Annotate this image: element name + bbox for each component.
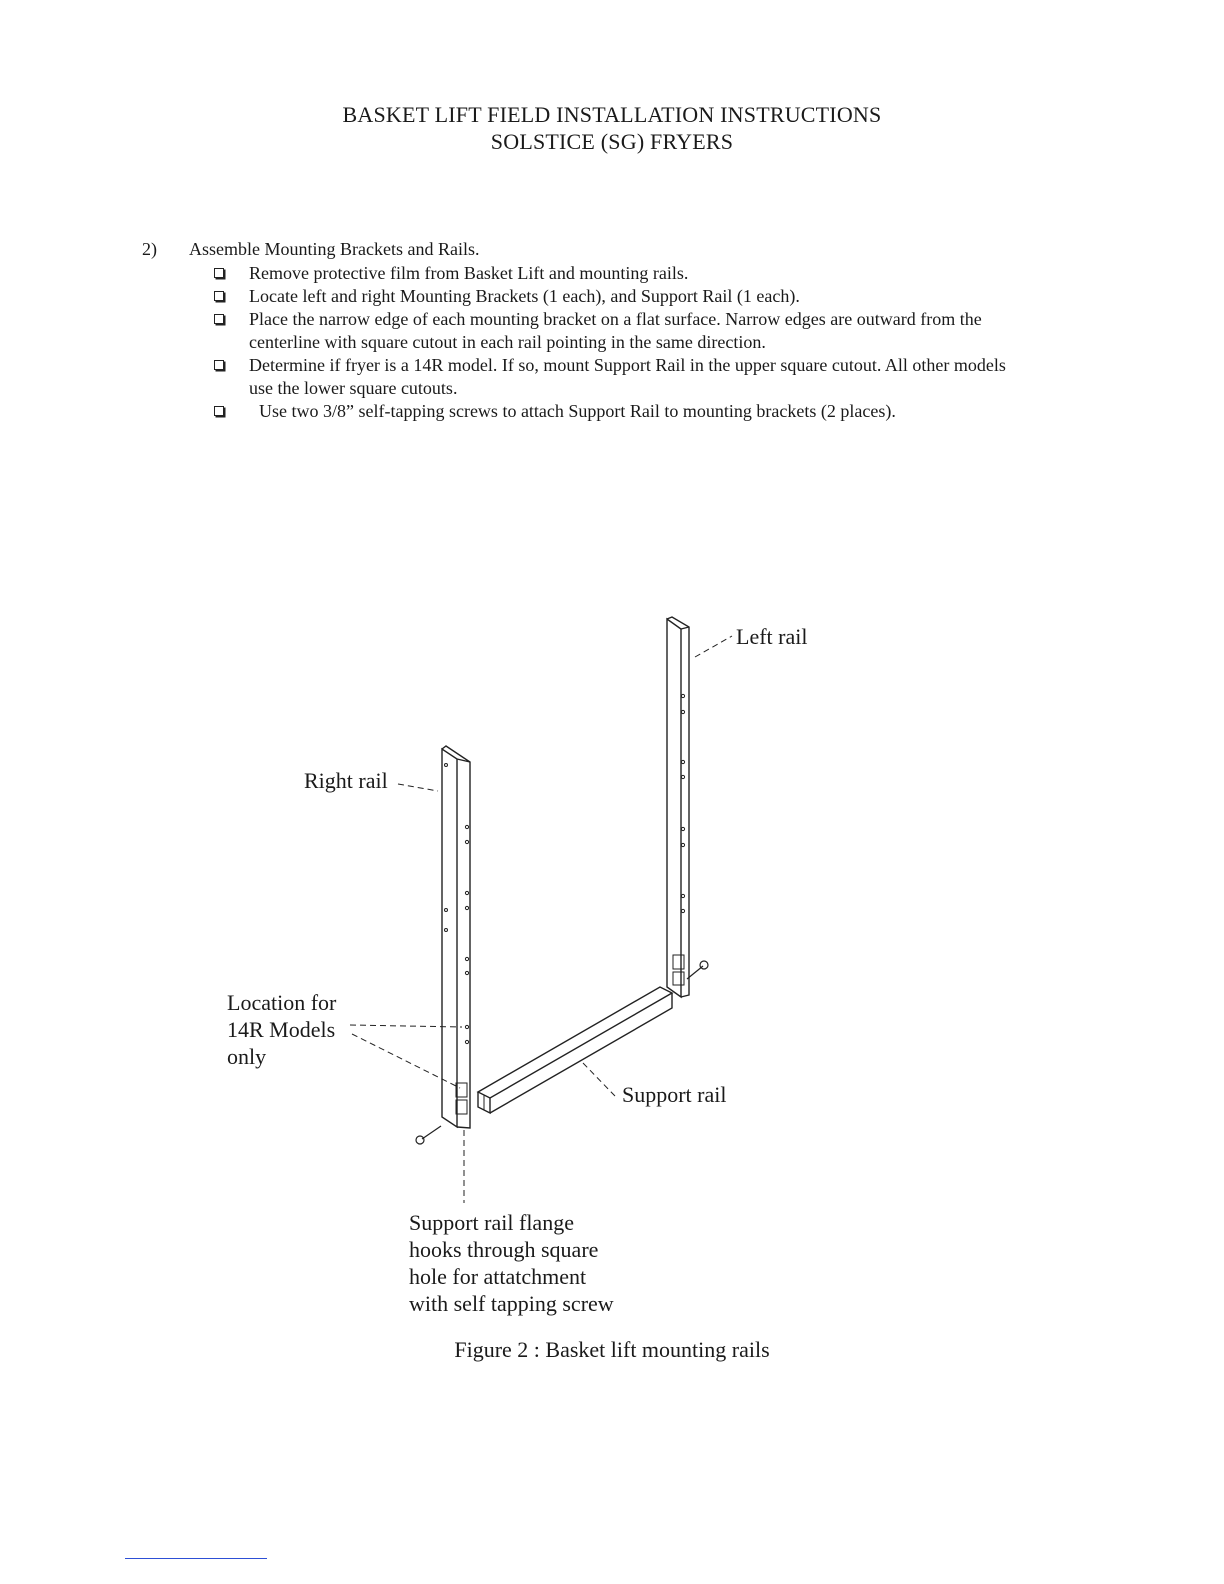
location-label-line: 14R Models (227, 1017, 336, 1042)
checkbox-icon (214, 360, 224, 370)
instruction-list (212, 262, 1012, 423)
flange-label-line: Support rail flange (409, 1210, 574, 1235)
list-item-text: Place the narrow edge of each mounting bracket on a flat surface. Narrow edges are outward from the centerline with square cutout in each rail pointing in the same direction. (249, 309, 982, 352)
checkbox-icon (214, 406, 224, 416)
step-number: 2) (142, 239, 157, 259)
flange-label-line: hole for attatchment (409, 1264, 587, 1289)
document-title: BASKET LIFT FIELD INSTALLATION INSTRUCTIONS (342, 102, 882, 127)
flange-note-label (409, 1209, 669, 1317)
checkbox-icon (214, 291, 224, 301)
footer-rule (125, 1558, 267, 1559)
step-heading: Assemble Mounting Brackets and Rails. (189, 239, 480, 259)
right-rail-label: Right rail (304, 768, 388, 793)
support-rail-label: Support rail (622, 1082, 727, 1107)
list-item-text: Determine if fryer is a 14R model. If so, mount Support Rail in the upper square cutout. All other models use the lower square cutouts. (249, 355, 1006, 398)
flange-label-line: with self tapping screw (409, 1291, 614, 1316)
location-label-line: Location for (227, 990, 337, 1015)
list-item-text: Use two 3/8” self-tapping screws to attach Support Rail to mounting brackets (2 places). (259, 401, 896, 421)
screw-icon (416, 961, 708, 1144)
figure-caption: Figure 2 : Basket lift mounting rails (454, 1337, 770, 1362)
list-item (212, 262, 1012, 285)
list-item-text: Locate left and right Mounting Brackets (1 each), and Support Rail (1 each). (249, 286, 800, 306)
location-label-line: only (227, 1044, 267, 1069)
location-14r-label (227, 989, 387, 1070)
document-subtitle: SOLSTICE (SG) FRYERS (490, 129, 734, 154)
right-rail-drawing (442, 746, 470, 1128)
flange-label-line: hooks through square (409, 1237, 599, 1262)
list-item (212, 354, 1009, 400)
checkbox-icon (214, 314, 224, 324)
left-rail-label: Left rail (736, 624, 808, 649)
left-rail-drawing (667, 617, 689, 997)
checkbox-icon (214, 268, 224, 278)
list-item-text: Remove protective film from Basket Lift and mounting rails. (249, 263, 689, 283)
list-item (212, 400, 1012, 423)
list-item (212, 308, 994, 354)
list-item (212, 285, 1012, 308)
